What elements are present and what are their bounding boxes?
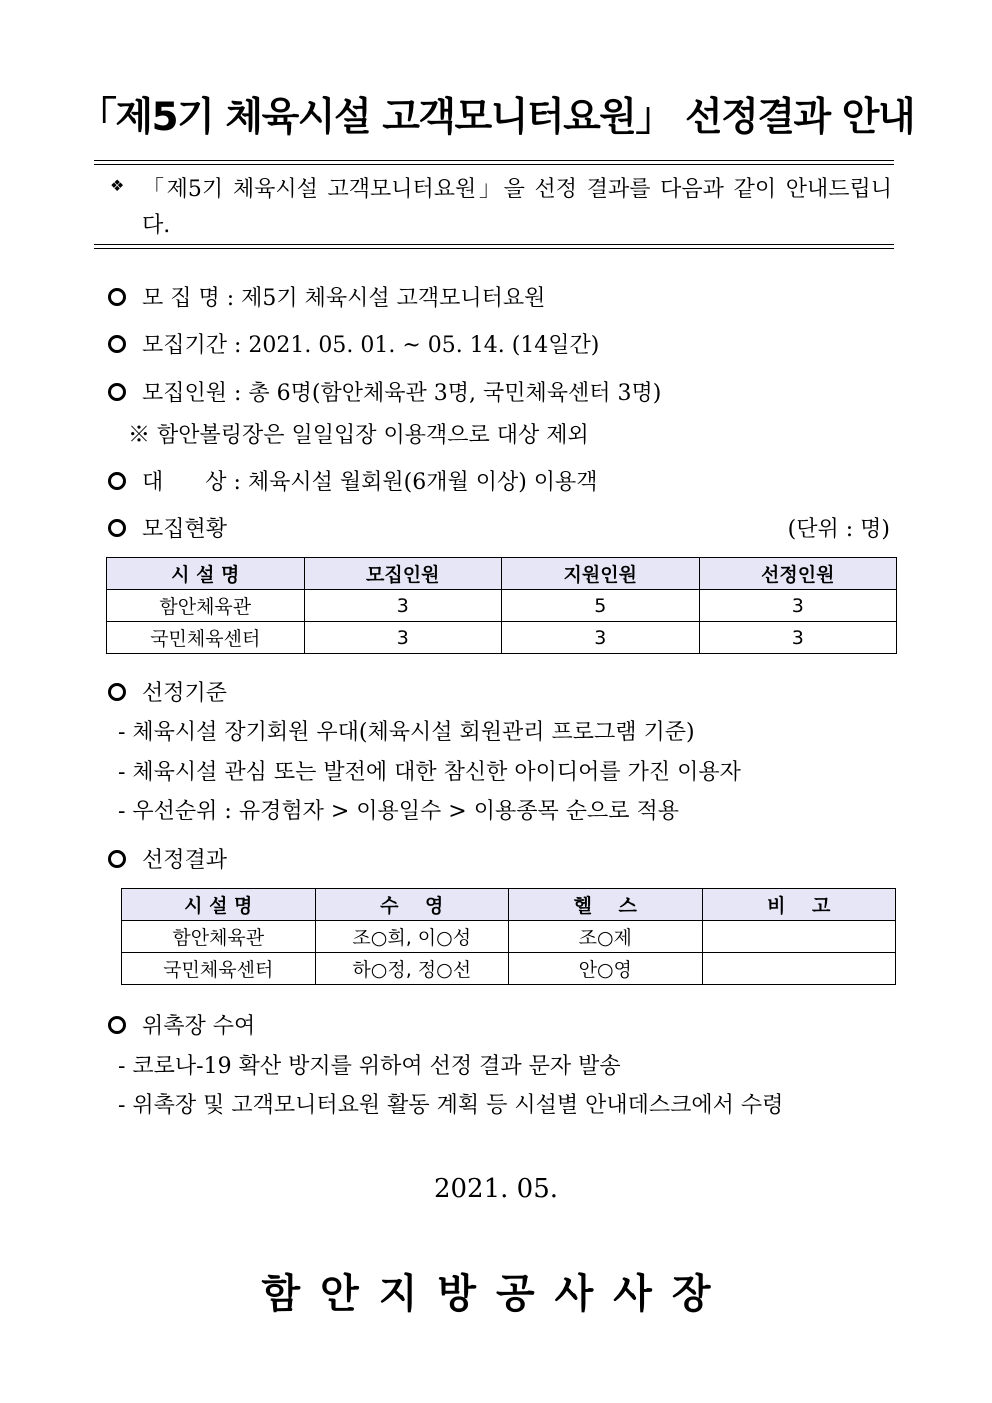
table-cell: [702, 953, 896, 985]
issue-date: 2021. 05.: [433, 1174, 559, 1204]
table-cell: 3: [304, 622, 502, 654]
table-cell: 국민체육센터: [122, 953, 316, 985]
unit-label: (단위 : 명): [787, 517, 890, 542]
table-cell: 국민체육센터: [107, 622, 305, 654]
intro-text: 「제5기 체육시설 고객모니터요원」을 선정 결과를 다음과 같이 안내드립니다.: [142, 177, 892, 238]
table-cell: 하○정, 정○선: [315, 953, 509, 985]
circle-bullet-icon: [108, 335, 126, 353]
award-line: - 코로나-19 확산 방지를 위하여 선정 결과 문자 발송: [118, 1054, 621, 1079]
table-cell: 함안체육관: [122, 921, 316, 953]
item-recruit-name: [108, 281, 545, 312]
bottom-divider: [94, 244, 894, 249]
criteria-line: - 체육시설 장기회원 우대(체육시설 회원관리 프로그램 기준): [118, 720, 695, 745]
table-cell: 조○제: [509, 921, 703, 953]
table-cell: 3: [699, 590, 897, 622]
table-header: 선정인원: [699, 558, 897, 590]
table-cell: 3: [502, 622, 700, 654]
criteria-line: - 체육시설 관심 또는 발전에 대한 참신한 아이디어를 가진 이용자: [118, 760, 741, 785]
table-row: [107, 590, 897, 622]
circle-bullet-icon: [108, 1016, 126, 1034]
circle-bullet-icon: [108, 288, 126, 306]
table-row: [122, 953, 896, 985]
table-header-row: [122, 889, 896, 921]
item-text: 모집기간 : 2021. 05. 01. ~ 05. 14. (14일간): [142, 333, 600, 358]
circle-bullet-icon: [108, 850, 126, 868]
result-table: [121, 888, 896, 985]
table-cell: 함안체육관: [107, 590, 305, 622]
table-header-row: [107, 558, 897, 590]
circle-bullet-icon: [108, 383, 126, 401]
item-text: 모집현황: [142, 517, 228, 542]
table-cell: 5: [502, 590, 700, 622]
item-text: 모집인원 : 총 6명(함안체육관 3명, 국민체육센터 3명): [142, 381, 662, 406]
item-text: 선정결과: [142, 848, 228, 873]
recruit-table: [106, 557, 897, 654]
item-target: [108, 465, 598, 496]
table-header: 시 설 명: [122, 889, 316, 921]
item-text: 위촉장 수여: [142, 1014, 256, 1039]
table-row: [122, 921, 896, 953]
table-header: 모집인원: [304, 558, 502, 590]
table-cell: 3: [699, 622, 897, 654]
diamond-bullet-icon: ❖: [110, 176, 125, 195]
table-header: 헬 스: [509, 889, 703, 921]
item-recruit-people: [108, 376, 661, 407]
table-header: 수 영: [315, 889, 509, 921]
item-text: 모 집 명 : 제5기 체육시설 고객모니터요원: [142, 286, 546, 311]
table-cell: 조○희, 이○성: [315, 921, 509, 953]
item-result: [108, 843, 227, 874]
table-header: 비 고: [702, 889, 896, 921]
item-recruit-period: [108, 328, 599, 359]
table-cell: 안○영: [509, 953, 703, 985]
item-award: [108, 1009, 255, 1040]
award-line: - 위촉장 및 고객모니터요원 활동 계획 등 시설별 안내데스크에서 수령: [118, 1093, 784, 1118]
table-header: 지원인원: [502, 558, 700, 590]
item-text: 대 상 : 체육시설 월회원(6개월 이상) 이용객: [142, 470, 598, 495]
circle-bullet-icon: [108, 683, 126, 701]
circle-bullet-icon: [108, 472, 126, 490]
table-header: 시 설 명: [107, 558, 305, 590]
issuer-signature: 함안지방공사사장: [261, 1270, 731, 1317]
people-note: ※ 함안볼링장은 일일입장 이용객으로 대상 제외: [128, 423, 589, 448]
table-row: [107, 622, 897, 654]
table-cell: 3: [304, 590, 502, 622]
criteria-line: - 우선순위 : 유경험자 > 이용일수 > 이용종목 순으로 적용: [118, 799, 679, 824]
circle-bullet-icon: [108, 519, 126, 537]
top-divider: [94, 160, 894, 165]
page-title: 「제5기 체육시설 고객모니터요원」 선정결과 안내: [77, 95, 915, 140]
item-criteria: [108, 676, 227, 707]
table-cell: [702, 921, 896, 953]
item-text: 선정기준: [142, 681, 228, 706]
item-status: [108, 512, 227, 543]
